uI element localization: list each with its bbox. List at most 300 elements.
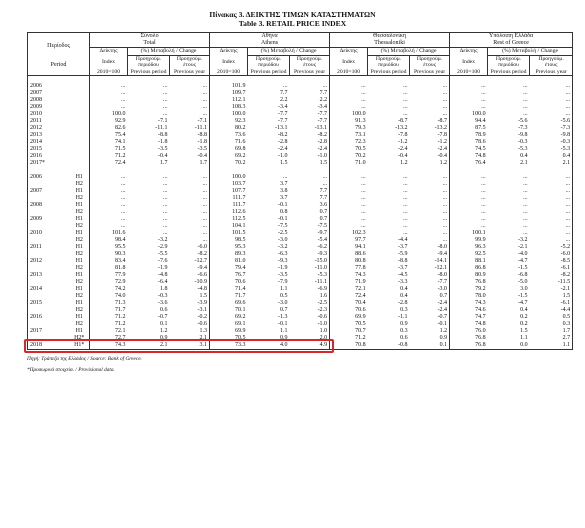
data-cell: -1.1	[398, 314, 408, 320]
data-cell: 72.3	[330, 139, 368, 146]
row-year: 2013	[28, 132, 70, 139]
data-cell: 0.7	[280, 307, 288, 313]
data-cell: ...	[90, 90, 128, 97]
data-cell: -5.6	[530, 118, 573, 125]
data-cell: ...	[330, 223, 368, 230]
data-cell: 101.5	[210, 230, 248, 237]
row-year: 2011	[28, 244, 70, 251]
data-cell: 69.8	[210, 146, 248, 153]
data-cell: -2.8	[317, 139, 328, 145]
data-cell: -3.9	[197, 300, 208, 306]
change-header: (%) Μεταβολή / Change	[248, 48, 330, 56]
data-cell: -1.2	[437, 139, 448, 145]
data-cell: ...	[530, 209, 573, 216]
data-cell: ...	[403, 181, 408, 187]
row-year: 2014	[28, 286, 70, 293]
data-cell: ...	[90, 188, 128, 195]
data-cell: ...	[442, 111, 448, 117]
data-cell: -2.9	[158, 244, 168, 250]
table-row	[28, 279, 573, 286]
data-cell: 111.7	[210, 202, 248, 209]
data-cell: -7.9	[278, 279, 288, 285]
data-cell: 92.5	[450, 251, 488, 258]
table-row	[28, 118, 573, 125]
row-half	[70, 97, 90, 104]
data-cell: 70.7	[330, 328, 368, 335]
data-cell: ...	[90, 223, 128, 230]
data-cell: 88.6	[330, 251, 368, 258]
data-cell: 2.1	[128, 342, 170, 350]
row-half	[70, 125, 90, 132]
data-cell: 100.0	[90, 111, 128, 118]
data-cell: 0.6	[400, 335, 408, 341]
data-cell: 80.8	[330, 258, 368, 265]
data-cell: -8.2	[197, 251, 208, 257]
data-cell: 86.8	[450, 265, 488, 272]
data-cell: -6.1	[530, 300, 573, 307]
data-cell: -5.4	[317, 237, 328, 243]
table-row	[28, 223, 573, 230]
row-year	[28, 223, 70, 230]
data-cell: ...	[442, 104, 448, 110]
data-cell: -2.4	[437, 307, 448, 313]
data-cell: ...	[450, 97, 488, 104]
row-half: H1*	[70, 342, 90, 350]
data-cell: ...	[442, 195, 448, 201]
data-cell: 0.3	[400, 307, 408, 313]
table-row	[28, 83, 573, 90]
prev-period-header-gr: Προηγούμ. περιόδου	[248, 55, 290, 69]
base-year-header: 2010=100	[330, 69, 368, 76]
data-cell: 3.7	[280, 195, 288, 201]
data-cell: 83.4	[90, 258, 128, 265]
data-cell: -0.2	[197, 314, 208, 320]
data-cell: -1.0	[278, 153, 288, 159]
data-cell: -6.0	[197, 244, 208, 250]
data-cell: -2.4	[317, 146, 328, 152]
data-cell: ...	[330, 209, 368, 216]
data-cell: 74.3	[90, 342, 128, 350]
data-cell: -8.0	[437, 272, 448, 278]
data-cell: ...	[403, 202, 408, 208]
table-row	[28, 321, 573, 328]
row-year: 2016	[28, 314, 70, 321]
prev-period-header-gr: Προηγούμ. περιόδου	[128, 55, 170, 69]
data-cell: ...	[442, 188, 448, 194]
data-cell: 0.1	[410, 342, 450, 350]
data-cell: 74.8	[450, 153, 488, 160]
prev-period-header-en: Previous period	[248, 69, 290, 76]
data-cell: 7.7	[319, 188, 328, 194]
row-year	[28, 195, 70, 202]
data-cell: ...	[530, 216, 573, 223]
data-cell: 0.6	[160, 307, 168, 313]
data-cell: 7.7	[319, 195, 328, 201]
row-year: 2008	[28, 202, 70, 209]
data-cell: ...	[90, 97, 128, 104]
data-cell: 74.1	[90, 139, 128, 146]
data-cell: ...	[283, 174, 288, 180]
row-year: 2015	[28, 300, 70, 307]
data-cell: -5.3	[530, 146, 573, 153]
row-half	[70, 132, 90, 139]
table-row	[28, 237, 573, 244]
data-cell: -1.3	[278, 314, 288, 320]
data-cell: -0.1	[278, 216, 288, 222]
data-cell: 82.6	[90, 125, 128, 132]
table-row	[28, 300, 573, 307]
data-cell: -3.0	[278, 237, 288, 243]
data-cell: 71.0	[330, 160, 368, 167]
data-cell: 112.1	[210, 97, 248, 104]
data-cell: 1.1	[280, 286, 288, 292]
data-cell: ...	[202, 209, 208, 215]
data-cell: 0.9	[280, 335, 288, 341]
row-half: H1	[75, 272, 83, 278]
row-half	[70, 118, 90, 125]
row-year: 2013	[28, 272, 70, 279]
data-cell: -6.9	[317, 286, 328, 292]
data-cell: -13.1	[275, 125, 288, 131]
data-cell: ...	[523, 97, 528, 103]
prev-year-header-gr: Προηγούμ. έτους	[290, 55, 330, 69]
data-cell: 70.2	[330, 153, 368, 160]
data-cell: ...	[330, 83, 368, 90]
row-half	[70, 90, 90, 97]
data-cell: ...	[530, 181, 573, 188]
row-half: H2	[75, 265, 83, 271]
data-cell: ...	[403, 223, 408, 229]
data-cell: ...	[403, 188, 408, 194]
data-cell: 92.9	[90, 118, 128, 125]
row-year: 2012	[28, 125, 70, 132]
index-header-en: Index	[210, 55, 248, 69]
prev-year-header-gr: Προηγούμ. έτους	[170, 55, 210, 69]
data-cell: ...	[442, 230, 448, 236]
data-cell: -3.1	[197, 307, 208, 313]
source-note: Πηγή: Τράπεζα της Ελλάδος / Source: Bank of Greece.	[27, 355, 142, 362]
data-cell: ...	[163, 174, 168, 180]
data-cell: 72.7	[90, 335, 128, 342]
data-cell: ...	[523, 230, 528, 236]
data-cell: -8.0	[437, 244, 448, 250]
data-cell: 79.3	[330, 125, 368, 132]
data-cell: 1.3	[199, 328, 208, 334]
row-year: 2007	[28, 188, 70, 195]
data-cell: 72.1	[90, 328, 128, 335]
data-cell: -15.0	[314, 258, 328, 264]
row-half	[70, 111, 90, 118]
data-cell: 7.7	[280, 90, 288, 96]
data-cell: 74.2	[90, 286, 128, 293]
data-cell: 78.0	[450, 293, 488, 300]
row-year: 2010	[28, 111, 70, 118]
data-cell: ...	[330, 188, 368, 195]
data-cell: 1.8	[160, 286, 168, 292]
data-cell: ...	[202, 83, 208, 89]
data-cell: 1.5	[319, 160, 328, 166]
row-half: H1	[75, 328, 83, 334]
data-cell: -8.2	[278, 132, 288, 138]
row-half: H2	[75, 237, 83, 243]
data-cell: ...	[403, 111, 408, 117]
data-cell: 111.7	[210, 195, 248, 202]
data-cell: 4.0	[248, 342, 290, 350]
row-half: H2	[75, 307, 83, 313]
data-cell: 1.2	[439, 328, 448, 334]
data-cell: -1.5	[518, 265, 528, 271]
data-cell: -11.5	[530, 279, 573, 286]
data-cell: 69.2	[210, 314, 248, 321]
data-cell: 2.1	[530, 160, 573, 167]
data-cell: ...	[322, 83, 328, 89]
table-row	[28, 328, 573, 335]
data-cell: -6.4	[158, 279, 168, 285]
data-cell: 1.6	[319, 293, 328, 299]
prev-period-header-gr: Προηγούμ. περιόδου	[488, 55, 530, 69]
data-cell: 112.6	[210, 209, 248, 216]
data-cell: 76.4	[450, 160, 488, 167]
data-cell: -5.3	[518, 146, 528, 152]
data-cell: ...	[163, 83, 168, 89]
data-cell: ...	[403, 209, 408, 215]
data-cell: -11.0	[314, 265, 328, 271]
data-cell: ...	[523, 111, 528, 117]
data-cell: -1.9	[158, 265, 168, 271]
row-half: H1	[75, 300, 83, 306]
data-cell: ...	[163, 188, 168, 194]
data-cell: -5.6	[518, 118, 528, 124]
data-cell: 77.9	[90, 272, 128, 279]
data-cell: ...	[202, 223, 208, 229]
data-cell: 70.5	[330, 321, 368, 328]
data-cell: -11.1	[314, 279, 328, 285]
data-cell: -0.7	[437, 314, 448, 320]
row-half: H1	[75, 174, 83, 180]
data-cell: ...	[90, 174, 128, 181]
data-cell: -1.5	[518, 293, 528, 299]
data-cell: 70.2	[210, 160, 248, 167]
data-cell: -3.2	[278, 244, 288, 250]
table-row	[28, 188, 573, 195]
base-year-header: 2010=100	[210, 69, 248, 76]
data-cell: -4.4	[530, 307, 573, 314]
data-cell: ...	[163, 111, 168, 117]
data-cell: -10.9	[194, 279, 208, 285]
data-cell: ...	[202, 111, 208, 117]
data-cell: 73.1	[330, 132, 368, 139]
data-cell: -3.5	[197, 146, 208, 152]
row-half: H1	[75, 286, 83, 292]
row-half: H2	[75, 209, 83, 215]
data-cell: -7.7	[437, 279, 448, 285]
data-cell: 74.3	[450, 300, 488, 307]
data-cell: ...	[90, 104, 128, 111]
data-cell: -4.4	[398, 237, 408, 243]
data-cell: -8.2	[317, 132, 328, 138]
data-cell: 0.0	[488, 342, 530, 350]
data-cell: 70.6	[210, 279, 248, 286]
data-cell: 71.5	[90, 146, 128, 153]
data-cell: 71.2	[90, 314, 128, 321]
data-cell: 74.3	[330, 272, 368, 279]
data-cell: ...	[163, 202, 168, 208]
data-cell: 74.0	[90, 293, 128, 300]
data-cell: ...	[442, 97, 448, 103]
data-cell: 80.9	[450, 272, 488, 279]
data-cell: -3.4	[278, 104, 288, 110]
data-cell: ...	[523, 181, 528, 187]
data-cell: -2.5	[317, 300, 328, 306]
data-cell: ...	[330, 216, 368, 223]
data-cell: -6.2	[317, 244, 328, 250]
data-cell: 88.1	[450, 258, 488, 265]
region-header-rest-of-greece: Υπόλοιπη Ελλάδα Rest of Greece	[450, 33, 573, 48]
data-cell: -5.9	[398, 251, 408, 257]
data-cell: -7.1	[158, 118, 168, 124]
row-half: H1	[75, 314, 83, 320]
data-cell: 94.1	[330, 244, 368, 251]
data-cell: -9.4	[197, 265, 208, 271]
data-cell: ...	[530, 174, 573, 181]
data-cell: 0.4	[400, 293, 408, 299]
data-cell: ...	[322, 181, 328, 187]
data-cell: 0.9	[400, 321, 408, 327]
prev-year-header-gr: Προηγούμ. έτους	[410, 55, 450, 69]
data-cell: ...	[163, 104, 168, 110]
data-cell: -8.5	[530, 258, 573, 265]
data-cell: -2.8	[398, 300, 408, 306]
data-cell: 79.4	[210, 265, 248, 272]
row-half	[70, 139, 90, 146]
data-cell: 2.2	[319, 97, 328, 103]
data-cell: 100.0	[210, 111, 248, 118]
row-year	[28, 209, 70, 216]
data-cell: -3.7	[398, 265, 408, 271]
row-half: H2*	[74, 335, 85, 341]
base-year-header: 2010=100	[450, 69, 488, 76]
data-cell: -2.1	[518, 244, 528, 250]
data-cell: 0.4	[520, 307, 528, 313]
data-cell: -13.2	[434, 125, 448, 131]
data-cell: -12.7	[194, 258, 208, 264]
data-cell: 76.8	[450, 335, 488, 342]
data-cell: ...	[202, 188, 208, 194]
row-year: 2016	[28, 153, 70, 160]
data-cell: ...	[163, 209, 168, 215]
data-cell: 1.7	[160, 160, 168, 166]
data-cell: ...	[163, 216, 168, 222]
data-cell: 0.3	[530, 321, 573, 328]
data-cell: ...	[450, 195, 488, 202]
data-cell: 0.4	[400, 286, 408, 292]
data-cell: ...	[442, 174, 448, 180]
data-cell: ...	[530, 188, 573, 195]
table-row	[28, 244, 573, 251]
table-row	[28, 139, 573, 146]
data-cell: 74.7	[450, 314, 488, 321]
data-cell: 70.5	[210, 335, 248, 342]
data-cell: 2.2	[280, 97, 288, 103]
data-cell: ...	[163, 90, 168, 96]
data-cell: ...	[530, 230, 573, 237]
data-cell: ...	[450, 90, 488, 97]
data-cell: 71.2	[90, 321, 128, 328]
data-cell: ...	[90, 202, 128, 209]
data-cell: -9.3	[278, 258, 288, 264]
data-cell: -7.7	[278, 118, 288, 124]
data-cell: ...	[442, 181, 448, 187]
row-half	[70, 104, 90, 111]
data-cell: 7.7	[319, 90, 328, 96]
data-cell: -0.6	[317, 314, 328, 320]
table-row	[28, 258, 573, 265]
data-cell: -11.1	[194, 125, 208, 131]
data-cell: -0.8	[368, 342, 410, 350]
data-cell: 2.7	[530, 335, 573, 342]
data-cell: 101.9	[210, 83, 248, 90]
data-cell: ...	[202, 216, 208, 222]
data-cell: -3.2	[158, 237, 168, 243]
data-cell: ...	[403, 195, 408, 201]
data-cell: ...	[442, 209, 448, 215]
data-cell: 99.9	[450, 237, 488, 244]
data-cell: 2.0	[319, 335, 328, 341]
data-cell: ...	[523, 216, 528, 222]
data-cell: -4.7	[518, 258, 528, 264]
data-cell: -2.3	[317, 307, 328, 313]
data-cell: 74.6	[450, 307, 488, 314]
data-cell: -0.3	[530, 139, 573, 146]
row-year: 2012	[28, 258, 70, 265]
data-cell: -3.7	[398, 244, 408, 250]
data-cell: ...	[90, 216, 128, 223]
row-year	[28, 307, 70, 314]
index-header: Δείκτης	[450, 48, 488, 56]
data-cell: 0.4	[520, 153, 528, 159]
data-cell: -7.3	[518, 125, 528, 131]
data-cell: -2.5	[278, 230, 288, 236]
data-cell: -0.3	[158, 293, 168, 299]
row-year: 2006	[28, 83, 70, 90]
data-cell: 74.8	[450, 321, 488, 328]
data-cell: ...	[330, 104, 368, 111]
data-cell: 103.7	[210, 181, 248, 188]
row-year	[28, 293, 70, 300]
data-cell: 3.7	[280, 181, 288, 187]
data-cell: ...	[442, 83, 448, 89]
data-cell: ...	[90, 195, 128, 202]
data-cell: 77.8	[330, 265, 368, 272]
row-year: 2014	[28, 139, 70, 146]
row-half: H2	[75, 195, 83, 201]
table-row	[28, 286, 573, 293]
data-cell: 80.2	[210, 125, 248, 132]
data-cell: 100.0	[330, 111, 368, 118]
data-cell: 71.4	[210, 286, 248, 293]
data-cell: -8.8	[197, 132, 208, 138]
data-cell: ...	[523, 188, 528, 194]
change-header: (%) Μεταβολή / Change	[488, 48, 573, 56]
data-cell: ...	[163, 181, 168, 187]
row-year: 2011	[28, 118, 70, 125]
data-cell: 94.4	[450, 118, 488, 125]
data-cell: 0.7	[319, 216, 328, 222]
row-year: 2008	[28, 97, 70, 104]
data-cell: 76.0	[450, 328, 488, 335]
data-cell: ...	[202, 230, 208, 236]
data-cell: ...	[523, 195, 528, 201]
